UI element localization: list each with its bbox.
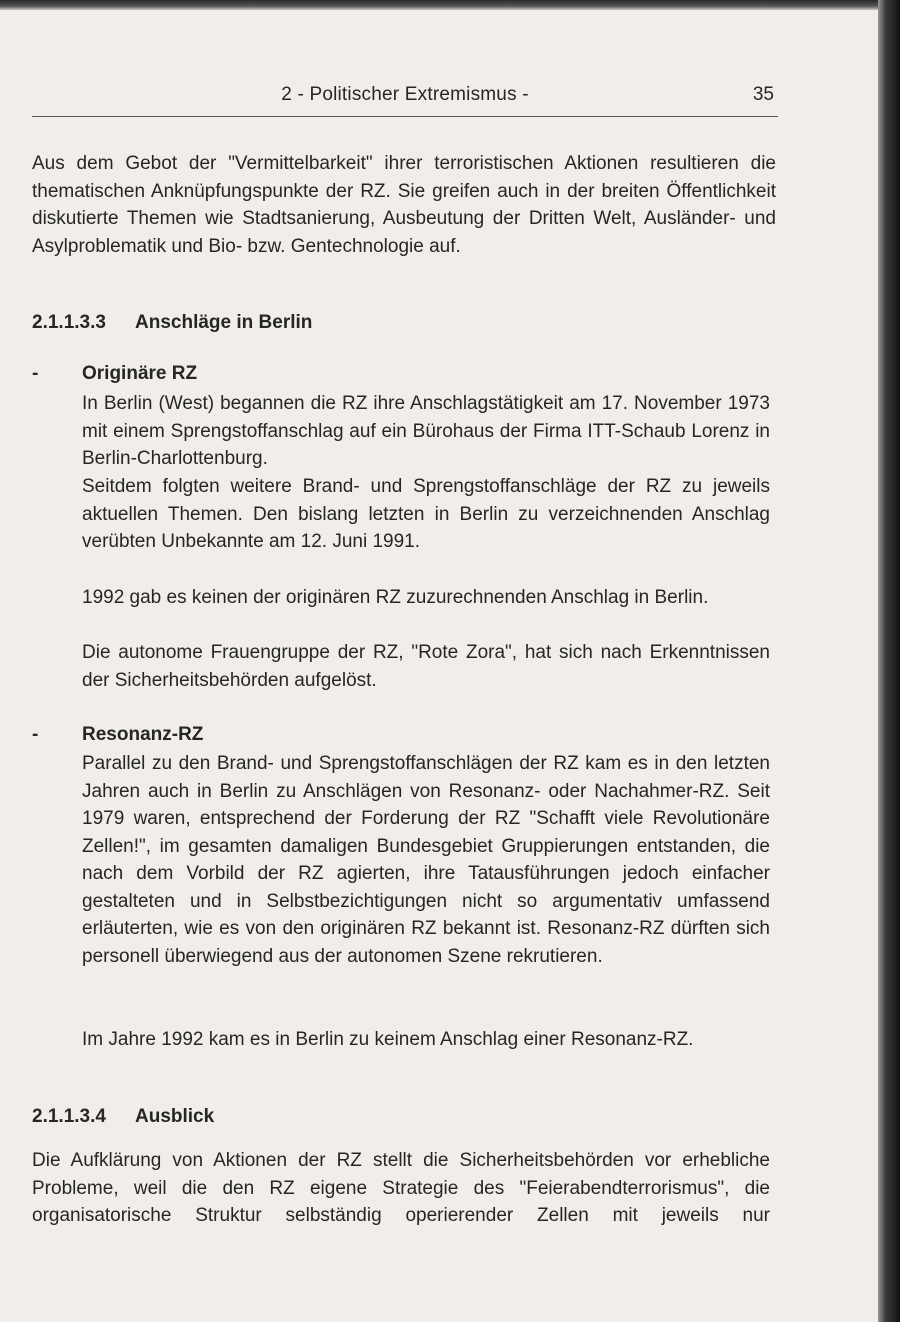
resonanz-paragraph-1: Parallel zu den Brand- und Sprengstoffanschlägen der RZ kam es in den letzten Jahren auch in Berlin zu Anschlägen von Resonanz- oder Nachahmer-RZ. Seit 1979 waren, entsprechend der Forderung der RZ "Schafft viele Revolutionäre Zellen!", im gesamten damaligen Bundesgebiet Gruppierungen entstanden, die nach dem Vorbild der RZ agierten, ihre Tatausführungen jedoch einfacher gestalteten und in Selbstbezichtigungen nicht so argumentativ umfassend erläuterten, wie es von den originären RZ bekannt ist. Resonanz-RZ dürften sich personell überwiegend aus der autonomen Szene rekrutieren.	[82, 753, 770, 967]
subheading-resonanz-rz: Resonanz-RZ	[82, 724, 204, 745]
page-number: 35	[752, 84, 774, 105]
section-heading-anschlaege-berlin	[32, 312, 312, 334]
originaere-paragraph-2: Seitdem folgten weitere Brand- und Sprengstoffanschläge der RZ zu jeweils aktuellen Themen. Den bislang letzten in Berlin zu verzeichnenden Anschlag verübten Unbekannte am 12. Juni 1991.	[82, 476, 770, 552]
originaere-paragraph-4: Die autonome Frauengruppe der RZ, "Rote Zora", hat sich nach Erkenntnissen der Sicherheitsbehörden aufgelöst.	[82, 642, 770, 691]
subheading-originaere-rz: Originäre RZ	[82, 363, 198, 384]
section-number: 2.1.1.3.3	[32, 312, 106, 333]
intro-paragraph: Aus dem Gebot der "Vermittelbarkeit" ihrer terroristischen Aktionen resultieren die thematischen Anknüpfungspunkte der RZ. Sie greifen auch in der breiten Öffentlichkeit diskutierte Themen wie Stadtsanierung, Ausbeutung der Dritten Welt, Ausländer- und Asylproblematik und Bio- bzw. Gentechnologie auf.	[32, 153, 776, 257]
bullet-marker: -	[32, 363, 39, 384]
page-header	[32, 72, 778, 117]
document-page	[0, 8, 880, 1322]
ausblick-paragraph: Die Aufklärung von Aktionen der RZ stellt die Sicherheitsbehörden vor erhebliche Probleme, weil die den RZ eigene Strategie des "Feierabendterrorismus", die organisatorische Struktur selbständig operierender Zellen mit jeweils nur	[32, 1150, 770, 1226]
section-number: 2.1.1.3.4	[32, 1106, 106, 1127]
bullet-marker: -	[32, 724, 39, 745]
section-title: Anschläge in Berlin	[135, 312, 313, 333]
scan-binding-edge	[878, 0, 900, 1322]
originaere-paragraph-3: 1992 gab es keinen der originären RZ zuzurechnenden Anschlag in Berlin.	[82, 587, 709, 608]
originaere-paragraph-1: In Berlin (West) begannen die RZ ihre Anschlagstätigkeit am 17. November 1973 mit einem Sprengstoffanschlag auf ein Bürohaus der Firma ITT-Schaub Lorenz in Berlin-Charlottenburg.	[82, 393, 770, 469]
running-head: 2 - Politischer Extremismus -	[281, 84, 529, 105]
section-heading-ausblick	[32, 1106, 214, 1128]
section-title: Ausblick	[135, 1106, 215, 1127]
resonanz-paragraph-2: Im Jahre 1992 kam es in Berlin zu keinem Anschlag einer Resonanz-RZ.	[82, 1029, 694, 1050]
scan-top-edge	[0, 0, 900, 10]
